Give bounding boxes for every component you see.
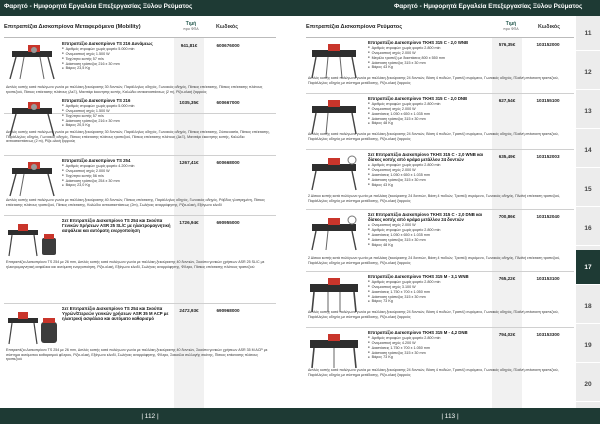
product-description: Διπλός κοπής κατά πολύγωνο γωνία με παλλάκη ξεκούρασης 40 δοντιών, Πίσκος επέκτασης, Παράλληλος οδηγός, Γωνιακός οδηγός, Ράβδος γλιστρημένη, Πίσκος επέκτασης πλάτους τραπεζιού, Πίσκος επέκτασης, Καλώδιο αντικαταστάσεως (2m), Σωλήνας αναρρόφησης, Ρίζα-ολική, Εξάγωνο κλειδί: [6, 198, 265, 207]
right-price-header: [494, 21, 528, 32]
spec-item: ■ Βάρος 73 Kg: [368, 299, 494, 304]
spec-item: ■ Αριθμός στροφών χωρίς φορτίο 2.800 min: [368, 46, 494, 51]
product-text: [368, 96, 494, 126]
product-text: [368, 330, 494, 360]
product-code: 103152003: [536, 154, 560, 159]
product-description: Διπλός κοπής κατά πολύγωνο γωνία με παλλάκη ξεκούρασης 24 δοντιών, Βάση 4 ποδιών, Τραπέζι συρόμενο, Γωνιακός οδηγός, Πλαϊνή επέκταση τραπεζιού, Παράλληλος οδηγός με σύστημα μετάδοσης, Ρίζα-ολική ξαρρούς: [308, 368, 559, 377]
product-row: [306, 150, 574, 210]
product-row: [306, 94, 574, 150]
spec-item: ■ Ονομαστική ισχύς 4.200 W: [368, 341, 494, 346]
spec-item: ■ Διάσταση τράπεζας 315 x 30 mm: [368, 295, 494, 300]
product-row: [4, 96, 276, 156]
product-text: [368, 40, 494, 70]
product-price: 941,81€: [180, 43, 198, 48]
product-text: [62, 306, 174, 322]
spec-item: ■ Αριθμός στροφών χωρίς φορτίο 2.800 min: [368, 336, 494, 341]
spec-item: ■ Διαστάσεις 1.050 x 650 x 1.035 mm: [368, 112, 494, 117]
spec-item: ■ Διάσταση τράπεζας 315 x 30 mm: [368, 178, 494, 183]
product-code: 103155100: [536, 98, 560, 103]
table-saw-image: [308, 98, 360, 136]
spec-item: ■ Βάρος 48 Kg: [368, 243, 494, 248]
product-description: 2 Δίσκοι κοπής κατά πολύγωνο γωνία με παλλάκη ξεκούρασης 24 δοντιών, Βάση 4 ποδιών, Τραπέζι συρόμενο, Γωνιακός οδηγός, Πλαϊνή επέκταση τραπεζιού, Παράλληλος οδηγός με σύστημα μετάδοσης, Ρίζα-ολική ξαρρούς: [308, 256, 561, 265]
spec-item: ■ Διάσταση τράπεζας 315 x 30 mm: [368, 351, 494, 356]
product-title: Σετ Επιτραπέζιο Δισκοπρίονο TS 254 και Σκούπα Γενικών Χρήσεων ASR 25 SL/C με ηλεκτρομαγνητική ασφάλεια και αυτόματη ενεργοποίηση: [62, 218, 171, 234]
spec-item: ■ Ονομαστική ισχύς 1.500 W: [62, 52, 174, 57]
spec-item: ■ Βάρος 23,0 Kg: [62, 183, 174, 188]
price-header-label: Τιμή: [505, 21, 517, 27]
product-price: 635,49€: [498, 154, 516, 159]
right-header-bar: [300, 0, 600, 16]
chapter-tab[interactable]: 18: [576, 289, 600, 324]
table-saw-image: [308, 332, 360, 370]
price-header-sub: προ ΦΠΑ: [183, 27, 199, 32]
left-table-header: [4, 18, 276, 38]
chapter-tab[interactable]: 17: [576, 250, 600, 285]
product-description: Διπλός κοπής κατά πολύγωνο γωνία με παλλάκη ξεκούρασης 24 δοντιών, Βάση 4 ποδιών, Τραπέζι συρόμενο, Γωνιακός οδηγός, Πλαϊνή επέκταση τραπεζιού, Παράλληλος οδηγός με σύστημα μετάδοσης, Ρίζα-ολική ξαρρούς: [308, 310, 559, 319]
product-text: [368, 212, 494, 247]
chapter-tab[interactable]: 19: [576, 328, 600, 363]
spec-item: ■ Βάρος 73 Kg: [368, 355, 494, 360]
left-page-number: | 112 |: [141, 412, 159, 420]
spec-item: ■ Ονομαστική ισχύς 2.000 W: [62, 169, 174, 174]
product-price: 576,35€: [498, 42, 516, 47]
table-saw-image: [308, 154, 360, 192]
chapter-tab[interactable]: 12: [576, 55, 600, 90]
chapter-tab[interactable]: 11: [576, 16, 600, 51]
product-code: 600667000: [216, 100, 240, 105]
spec-item: ■ Διάσταση τράπεζας 216 x 30 mm: [62, 119, 174, 124]
spec-item: ■ Βάρος 43 Kg: [368, 65, 494, 70]
spec-item: ■ Διάσταση τράπεζας 315 x 30 mm: [368, 238, 494, 243]
right-code-header: Κωδικός: [537, 24, 560, 30]
product-price: 794,02€: [498, 332, 516, 337]
product-code: 103152040: [536, 214, 560, 219]
product-title: Επιτραπέζιο Δισκοπρίονο TS 254: [62, 158, 131, 163]
right-footer-bar: [300, 408, 600, 424]
product-text: [62, 158, 174, 188]
product-code: 600668000: [216, 160, 240, 165]
product-title: Επιτραπέζιο Δισκοπρίονο TS 216: [62, 98, 131, 103]
product-row: [306, 38, 574, 94]
product-description: Διπλός κοπής κατά πολύγωνο γωνία με παλλάκη ξεκούρασης 24 δοντιών, Βάση 4 ποδιών, Τραπέζι συρόμενο, Γωνιακός οδηγός, Πλαϊνή επέκταση τραπεζιού, Παράλληλος οδηγός με σύστημα μετάδοσης, Ρίζα-ολική ξαρρούς: [308, 76, 559, 85]
right-table-header: [306, 18, 574, 38]
left-category-title: Επιτραπέζια Δισκοπρίονα Μεταφερόμενα (Mobility): [4, 24, 141, 30]
chapter-tab[interactable]: 20: [576, 367, 600, 402]
spec-item: ■ Διάσταση τράπεζας 315 x 30 mm: [368, 117, 494, 122]
product-price: 1726,94€: [179, 220, 199, 225]
product-description: Επιτραπέζιο Δισκοπρίονο TS 254 με 26 mm, Διπλός κοπής κατά πολύγωνο γωνία με παλλάκη ξεκούρασης 40 δοντιών, Σκούπα γενικών χρήσεων ASR 35 M ACP με σύστημα αυτόματου καθαρισμού φίλτρου, Ρίζα-ολική, Εξάγωνο κλειδί, Σωλήνας αναρρόφησης, Φίλτρο, Σακούλα συλλογής σκόνης, Πίσκος επέκτασης πλάτους τραπεζιού: [6, 348, 268, 362]
right-header-title: Φαρητό - Ημιφορητά Εργαλεία Επεξεργασίας Ξύλου Ρεύματος: [394, 3, 583, 10]
product-title: Σετ Επιτραπέζιο Δισκοπρίονο TKHS 315 C - 2,0 DNB και δίσκος κοπής από κράμα μετάλλου 24 δοντιών: [368, 212, 483, 223]
price-header-sub: προ ΦΠΑ: [503, 27, 519, 32]
product-title: Επιτραπέζιο Δισκοπρίονο TKHS 315 C - 2,0 WNB: [368, 40, 469, 45]
chapter-tab-strip: [576, 16, 600, 408]
product-code: 690968000: [216, 308, 240, 313]
product-row: [306, 272, 574, 328]
product-code: 690955000: [216, 220, 240, 225]
product-text: [62, 98, 174, 128]
product-description: Επιτραπέζιο Δισκοπρίονο TS 254 με 26 mm, Διπλός κοπής κατά πολύγωνο γωνία με παλλάκη ξεκούρασης 40 δοντιών, Σκούπα γενικών χρήσεων ASR 25 SL/C με ηλεκτρομαγνητική ασφάλεια και αυτόματη ενεργοποίηση, Ρίζα-ολική, Εξάγωνο κλειδί, Σωλήνας αναρρόφησης, Φίλτρο, Πίσκος επέκτασης πλάτους τραπεζιού: [6, 260, 265, 269]
spec-item: ■ Αριθμός στροφών χωρίς φορτίο 4.200 min: [62, 164, 174, 169]
spec-item: ■ Διάσταση τράπεζας 315 x 30 mm: [368, 61, 494, 66]
table-saw-image: [6, 43, 58, 81]
spec-item: ■ Ονομαστική ισχύς 3.100 W: [368, 285, 494, 290]
spec-item: ■ Ονομαστική ισχύς 2.000 W: [368, 168, 494, 173]
saw-and-vacuum-image: [6, 220, 58, 258]
spec-item: ■ Αριθμός στροφών χωρίς φορτίο 2.800 min: [368, 228, 494, 233]
chapter-tab[interactable]: 14: [576, 133, 600, 168]
table-saw-image: [308, 276, 360, 314]
product-row: [306, 328, 574, 406]
spec-item: ■ Αριθμός στροφών χωρίς φορτίο 2.800 min: [368, 163, 494, 168]
left-header-title: Φαρητό - Ημιφορητά Εργαλεία Επεξεργασίας Ξύλου Ρεύματος: [4, 3, 193, 10]
left-price-header: [174, 21, 208, 32]
price-header-label: Τιμή: [185, 21, 197, 27]
spec-item: ■ Διάσταση τράπεζας 216 x 30 mm: [62, 62, 174, 67]
spec-item: ■ Διαστάσεις 1.050 x 650 x 1.035 mm: [368, 173, 494, 178]
spec-item: ■ Αριθμός στροφών χωρίς φορτίο 2.800 min: [368, 280, 494, 285]
right-page: [300, 0, 600, 424]
spec-item: ■ Μεγάλο τραπέζι με διαστάσεις 800 x 550 mm: [368, 56, 494, 61]
product-title: Σετ Επιτραπέζιο Δισκοπρίονο TS 254 και Σκούπα Υγρών/Στερεών γενικών χρήσεων ASR 35 M ACP με ηλεκτρική ασφάλεια και αυτόματο καθαρισμό: [62, 306, 169, 322]
spec-item: ■ Βάρος 23,5 Kg: [62, 66, 174, 71]
spec-item: ■ Διαστάσεις 1.050 x 650 x 1.035 mm: [368, 233, 494, 238]
product-price: 627,54€: [498, 98, 516, 103]
product-price: 1035,35€: [179, 100, 199, 105]
product-price: 765,22€: [498, 276, 516, 281]
product-text: [368, 152, 494, 187]
product-title: Σετ Επιτραπέζιο Δισκοπρίονο TKHS 315 C - 2,0 WNB και δίσκος κοπής από κράμα μετάλλου 24 δοντιών: [368, 152, 484, 163]
product-code: 103152000: [536, 42, 560, 47]
product-row: [4, 304, 276, 406]
product-price: 1267,41€: [179, 160, 199, 165]
table-saw-image: [308, 42, 360, 80]
product-title: Επιτραπέζιο Δισκοπρίονο TS 216 Δυνάμεως: [62, 41, 153, 46]
right-category-title: Επιτραπέζια Δισκοπρίονα Ρεύματος: [306, 24, 403, 30]
product-title: Επιτραπέζιο Δισκοπρίονο TKHS 315 M - 4,2 DNB: [368, 330, 468, 335]
left-code-header: Κωδικός: [215, 24, 238, 30]
product-price: 700,86€: [498, 214, 516, 219]
product-price: 2472,93€: [179, 308, 199, 313]
table-saw-image: [308, 214, 360, 252]
product-row: [4, 216, 276, 304]
spec-item: ■ Ονομαστική ισχύς 2.000 W: [368, 107, 494, 112]
product-text: [62, 41, 174, 71]
right-page-number: | 113 |: [441, 412, 459, 420]
table-saw-image: [6, 160, 58, 198]
product-row: [4, 156, 276, 216]
product-title: Επιτραπέζιο Δισκοπρίονο TKHS 315 C - 2,0 DNB: [368, 96, 468, 101]
product-code: 103153100: [536, 276, 560, 281]
spec-item: ■ Αριθμός στροφών χωρίς φορτίο 5.000 min: [62, 104, 174, 109]
product-description: Διπλός κοπής κατά πολύγωνο γωνία με παλλάκη ξεκούρασης 24 δοντιών, Βάση 4 ποδιών, Τραπέζι συρόμενο, Γωνιακός οδηγός, Πλαϊνή επέκταση τραπεζιού, Παράλληλος οδηγός με σύστημα μετάδοσης, Ρίζα-ολική ξαρρούς: [308, 132, 559, 141]
product-title: Επιτραπέζιο Δισκοπρίονο TKHS 315 M - 3,1 WNB: [368, 274, 469, 279]
left-footer-bar: [0, 408, 300, 424]
product-code: 600676000: [216, 43, 240, 48]
product-text: [62, 218, 174, 234]
spec-item: ■ Διαστάσεις 1.750 x 700 x 1.050 mm: [368, 346, 494, 351]
product-row: [306, 210, 574, 272]
saw-and-vacuum-image: [6, 308, 58, 346]
spec-item: ■ Αριθμός στροφών χωρίς φορτίο 5.000 min: [62, 47, 174, 52]
product-description: Διπλός κοπής κατά πολύγωνο γωνία με παλλάκη ξεκούρασης 30 δοντιών, Παράλληλος οδηγός, Γωνιακός οδηγός, Πίσκος επέκτασης, Σύσκευασία, Πίσκος επέκτασης, Παράλληλος οδηγός, Γωνιακός οδηγός, Πίσκος επέκτασης πλάτους τραπεζιού, Πίσκος επέκτασης πλάτους (ΔεΞ), Μανιτάρι έκκινησης κοπής, Καλώδιο αντικαταστάσεως (2 m), Ρίζα-ολική ξαρρούς: [6, 130, 270, 144]
product-code: 103153300: [536, 332, 560, 337]
spec-item: ■ Ταχύτητα κοπής 57 m/s: [62, 114, 174, 119]
product-description: Διπλός κοπής κατά πολύγωνο γωνία με παλλάκη ξεκούρασης 30 δοντιών, Παράλληλος οδηγός, Γωνιακός οδηγός, Πίσκος επέκτασης, Πίσκος επέκτασης πλάτους τραπεζιού, Πίσκος επέκτασης πλάτους (ΔεΞ), Μανιτάρι έκκινησης κοπής, Καλώδιο αντικαταστάσεως (2 m), Ρίζα-ολική ξαρρούς: [6, 85, 263, 94]
spec-item: ■ Αριθμός στροφών χωρίς φορτίο 2.800 min: [368, 102, 494, 107]
spec-item: ■ Ταχύτητα κοπής 56 m/s: [62, 174, 174, 179]
spec-item: ■ Διάσταση τράπεζας 254 x 30 mm: [62, 179, 174, 184]
product-description: 2 Δίσκοι κοπής κατά πολύγωνο γωνία με παλλάκη ξεκούρασης 24 δοντιών, Βάση 4 ποδιών, Τραπέζι συρόμενο, Γωνιακός οδηγός, Πλαϊνή επέκταση τραπεζιού, Παράλληλος οδηγός με σύστημα μετάδοσης, Ρίζα-ολική ξαρρούς: [308, 194, 561, 203]
chapter-tab[interactable]: 13: [576, 94, 600, 129]
left-header-bar: [0, 0, 300, 16]
chapter-tab[interactable]: 15: [576, 172, 600, 207]
spec-item: ■ Διαστάσεις 1.750 x 700 x 1.050 mm: [368, 290, 494, 295]
spec-item: ■ Ονομαστική ισχύς 2.000 W: [368, 223, 494, 228]
spec-item: ■ Ταχύτητα κοπής 57 m/s: [62, 57, 174, 62]
product-text: [368, 274, 494, 304]
spec-item: ■ Βάρος 20,5 Kg: [62, 123, 174, 128]
spec-item: ■ Βάρος 43 Kg: [368, 183, 494, 188]
spec-item: ■ Ονομαστική ισχύς 1.500 W: [62, 109, 174, 114]
spec-item: ■ Ονομαστική ισχύς 2.000 W: [368, 51, 494, 56]
spec-item: ■ Βάρος 48 Kg: [368, 121, 494, 126]
chapter-tab[interactable]: 16: [576, 211, 600, 246]
